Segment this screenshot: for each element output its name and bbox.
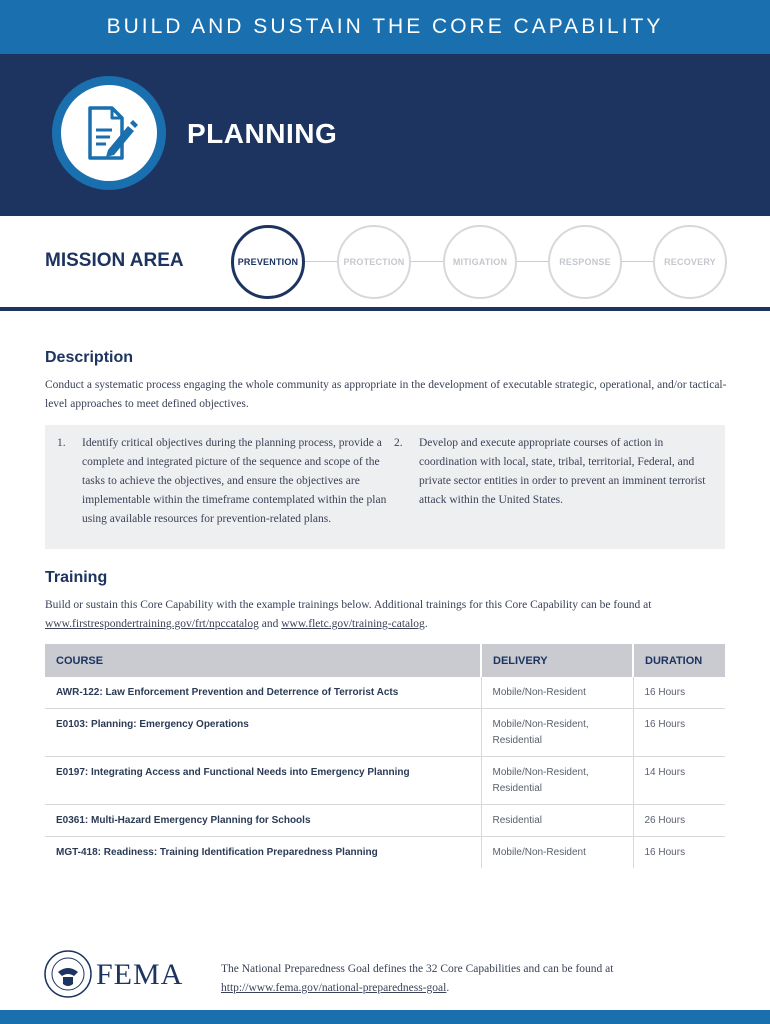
- bottom-bar: [0, 1010, 770, 1024]
- course-cell: E0103: Planning: Emergency Operations: [45, 709, 481, 757]
- dhs-seal-icon: [44, 950, 92, 998]
- objective-1: 1. Identify critical objectives during the planning process, provide a complete and integrated picture of the sequence and scope of the tasks to achieve the objectives, and ensure the objectives are implementable within the timeframe contemplated within the plan using available resources for prevention-related plans.: [57, 437, 387, 525]
- description-heading: Description: [45, 349, 134, 366]
- mission-area-label: MISSION AREA: [45, 250, 184, 271]
- objectives-box: [45, 425, 725, 549]
- mission-recovery: RECOVERY: [653, 225, 727, 299]
- objective-2: 2. Develop and execute appropriate courses of action in coordination with local, state, tribal, territorial, Federal, and private sector entities in order to prevent an imminent terrorist attack within the United States.: [394, 437, 706, 506]
- delivery-cell: Mobile/Non-Resident, Residential: [481, 709, 633, 757]
- mission-area-row: [0, 216, 770, 308]
- duration-cell: 14 Hours: [633, 757, 725, 805]
- table-row: [45, 757, 725, 805]
- page-title: PLANNING: [187, 118, 338, 149]
- column-header-course: COURSE: [45, 644, 481, 677]
- delivery-cell: Mobile/Non-Resident: [481, 837, 633, 869]
- table-header-row: [45, 644, 725, 677]
- hero-icon-circle: [52, 76, 166, 190]
- delivery-cell: Mobile/Non-Resident, Residential: [481, 757, 633, 805]
- delivery-cell: Mobile/Non-Resident: [481, 677, 633, 709]
- top-banner: [0, 0, 770, 54]
- fema-logo: FEMA: [96, 958, 184, 991]
- fletc-catalog-link[interactable]: www.fletc.gov/training-catalog: [281, 618, 425, 630]
- delivery-cell: Residential: [481, 805, 633, 837]
- course-cell: AWR-122: Law Enforcement Prevention and Deterrence of Terrorist Acts: [45, 677, 481, 709]
- training-text: Build or sustain this Core Capability with the example trainings below. Additional trainings for this Core Capability can be found at www.firstrespondertraining.gov/frt/npccatalog and www.fletc.gov/training-catalog.: [45, 599, 652, 630]
- footer-text: The National Preparedness Goal defines the 32 Core Capabilities and can be found at http://www.fema.gov/national-preparedness-goal.: [221, 963, 614, 994]
- mission-mitigation: MITIGATION: [443, 225, 517, 299]
- divider-bar: [0, 307, 770, 311]
- table-row: [45, 709, 725, 757]
- training-table: [45, 644, 725, 868]
- course-cell: MGT-418: Readiness: Training Identification Preparedness Planning: [56, 847, 378, 858]
- table-row: [45, 805, 725, 837]
- mission-response: RESPONSE: [548, 225, 622, 299]
- duration-cell: 16 Hours: [633, 677, 725, 709]
- description-text: Conduct a systematic process engaging the whole community as appropriate in the development of executable strategic, operational, and/or tactical-level approaches to meet defined objectives.: [45, 379, 727, 410]
- table-row: [45, 837, 725, 869]
- column-header-delivery: DELIVERY: [481, 644, 633, 677]
- duration-cell: 16 Hours: [633, 709, 725, 757]
- table-row: [45, 677, 725, 709]
- training-heading: Training: [45, 569, 108, 586]
- course-cell: E0361: Multi-Hazard Emergency Planning for Schools: [45, 805, 481, 837]
- duration-cell: 26 Hours: [633, 805, 725, 837]
- banner-title: BUILD AND SUSTAIN THE CORE CAPABILITY: [106, 15, 664, 38]
- hero-header: [0, 54, 770, 216]
- document-pen-icon: [78, 102, 140, 164]
- duration-cell: 16 Hours: [633, 837, 725, 869]
- mission-protection: PROTECTION: [337, 225, 411, 299]
- column-header-duration: DURATION: [633, 644, 725, 677]
- npc-catalog-link[interactable]: www.firstrespondertraining.gov/frt/npccatalog: [45, 618, 259, 630]
- mission-prevention: PREVENTION: [231, 225, 305, 299]
- fema-npg-link[interactable]: http://www.fema.gov/national-preparedness-goal: [221, 982, 447, 994]
- course-cell: E0197: Integrating Access and Functional Needs into Emergency Planning: [45, 757, 481, 805]
